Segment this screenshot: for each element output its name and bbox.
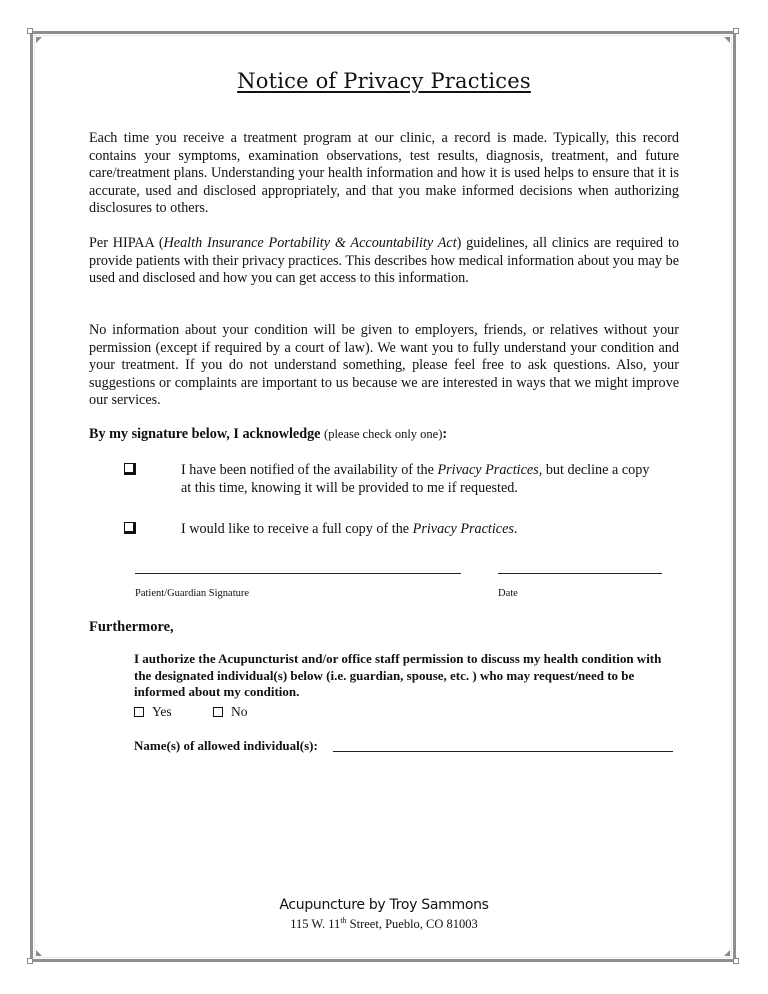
option-italic-text: Privacy Practices (437, 462, 539, 478)
no-option[interactable] (213, 704, 248, 720)
option-text: , but decline a copy at this time, knowing it will be provided to me if requested. (181, 462, 650, 496)
option-text: I have been notified of the availability of the (181, 462, 438, 478)
option-text: . (513, 521, 518, 537)
checkbox-receive-copy[interactable] (124, 522, 136, 534)
title-text: Notice of Privacy Practices (237, 69, 531, 93)
signature-field[interactable] (135, 573, 461, 574)
corner-ornament-icon (724, 950, 730, 956)
date-field[interactable] (498, 573, 662, 574)
corner-ornament-icon (724, 37, 730, 43)
address-number: 115 W. 11 (290, 917, 341, 932)
address-rest: Street, Pueblo, CO 81003 (346, 917, 478, 932)
option-text: I would like to receive a full copy of the (181, 521, 413, 537)
allowed-individuals-label: Name(s) of allowed individual(s): (134, 738, 318, 753)
corner-square-icon (27, 28, 33, 34)
signature-label: Patient/Guardian Signature (135, 588, 250, 599)
corner-ornament-icon (36, 37, 42, 43)
hipaa-text-end: ) guidelines, all clinics are required to provide patients with their privacy practices. This describes how medical information about you may be used and disclosed and how you can get access to this information. (89, 235, 679, 287)
allowed-individuals-field[interactable] (333, 751, 673, 752)
checkbox-decline-copy[interactable] (124, 463, 136, 475)
date-label: Date (498, 588, 518, 599)
corner-square-icon (733, 28, 739, 34)
acknowledge-heading-text: By my signature below, I acknowledge (89, 426, 325, 442)
business-address (0, 916, 768, 932)
paragraph-confidentiality: No information about your condition will be given to employers, friends, or relatives without your permission (except if required by a court of law). We want you to fully understand your condition and your treatment. If you do not understand something, please feel free to ask questions. Also, your suggestions or complaints are important to us because we are interested in ways that we might improve our services. (89, 322, 679, 409)
paragraph-hipaa (89, 235, 679, 288)
yes-label: Yes (152, 704, 172, 719)
corner-square-icon (733, 958, 739, 964)
checkbox-no[interactable] (213, 707, 223, 717)
no-label: No (231, 704, 248, 719)
checkbox-yes[interactable] (134, 707, 144, 717)
corner-square-icon (27, 958, 33, 964)
hipaa-text-start: Per HIPAA ( (89, 235, 164, 251)
option-receive-copy-label (181, 521, 661, 539)
furthermore-heading: Furthermore, (89, 619, 174, 635)
corner-ornament-icon (36, 950, 42, 956)
yes-option[interactable] (134, 704, 172, 720)
business-name: Acupuncture by Troy Sammons (279, 897, 489, 913)
page-title (0, 69, 768, 93)
acknowledge-colon: : (442, 426, 448, 442)
authorization-text: I authorize the Acupuncturist and/or office staff permission to discuss my health condition with the designated individual(s) below (i.e. guardian, spouse, etc. ) who may request/need to be informed about my condition. (134, 651, 662, 699)
hipaa-act-name: Health Insurance Portability & Accountability Act (163, 235, 457, 251)
paragraph-records: Each time you receive a treatment program at our clinic, a record is made. Typically, this record contains your symptoms, examination observations, test results, diagnosis, treatment, and future care/treatment plans. Understanding your health information and how it is used helps to ensure that it is accurate, used and disclosed appropriately, and that you make informed decisions when authorizing disclosures to others. (89, 130, 679, 217)
address-ordinal: th (340, 916, 347, 925)
option-italic-text: Privacy Practices (412, 521, 514, 537)
acknowledge-note: (please check only one) (324, 427, 443, 441)
acknowledge-heading (89, 426, 447, 443)
option-decline-copy-label (181, 462, 661, 497)
